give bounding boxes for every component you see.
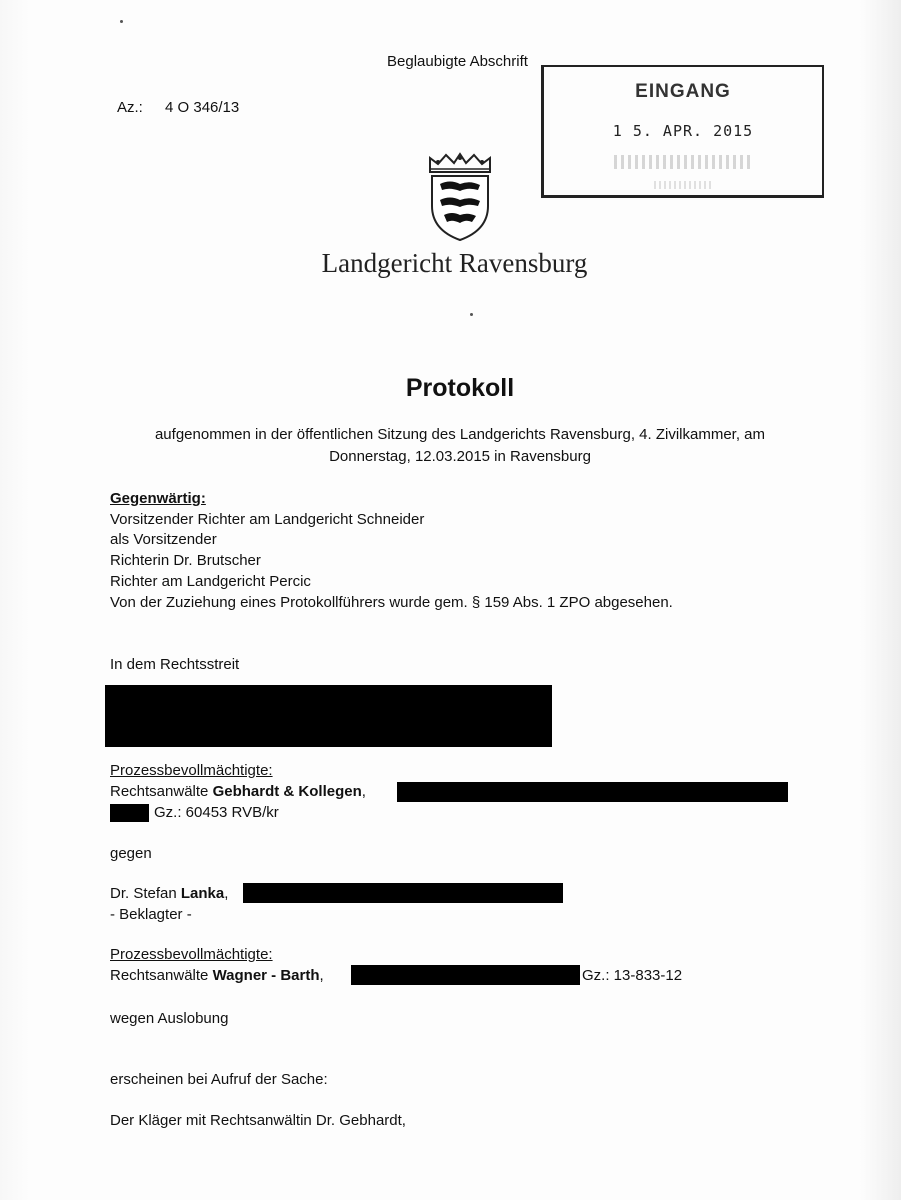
appearance-plaintiff: Der Kläger mit Rechtsanwältin Dr. Gebhardt,: [110, 1112, 406, 1129]
plaintiff-counsel: Rechtsanwälte Gebhardt & Kollegen,: [110, 783, 366, 800]
defendant-role: - Beklagter -: [110, 906, 192, 923]
redaction-block: [397, 782, 788, 802]
present-line: Richterin Dr. Brutscher: [110, 552, 261, 569]
stamp-smudge: [614, 155, 754, 169]
present-line: Richter am Landgericht Percic: [110, 573, 311, 590]
redaction-block: [351, 965, 580, 985]
file-reference: [117, 99, 239, 116]
redaction-block: [110, 804, 149, 822]
defendant-prefix: Dr. Stefan: [110, 885, 177, 902]
defendant-counsel-name: Wagner - Barth: [212, 967, 320, 984]
coat-of-arms-icon: [424, 152, 496, 242]
case-intro: In dem Rechtsstreit: [110, 656, 240, 673]
present-line: als Vorsitzender: [110, 531, 217, 548]
redaction-block: [105, 685, 552, 747]
defendant-name: Lanka: [180, 885, 225, 902]
plaintiff-counsel-reference: Gz.: 60453 RVB/kr: [154, 804, 279, 821]
present-line: Vorsitzender Richter am Landgericht Schneider: [110, 511, 425, 528]
plaintiff-counsel-name: Gebhardt & Kollegen: [212, 783, 362, 800]
file-reference-label: Az.:: [117, 99, 143, 116]
defendant-counsel-prefix: Rechtsanwälte: [110, 967, 209, 984]
present-line: Von der Zuziehung eines Protokollführers wurde gem. § 159 Abs. 1 ZPO abgesehen.: [110, 594, 673, 611]
receipt-stamp: [541, 65, 824, 198]
plaintiff-counsel-heading: Prozessbevollmächtigte:: [110, 762, 273, 779]
stamp-title: EINGANG: [635, 81, 731, 102]
scan-speck: [470, 313, 473, 316]
defendant-counsel-heading: Prozessbevollmächtigte:: [110, 946, 273, 963]
redaction-block: [243, 883, 563, 903]
certified-copy-label: Beglaubigte Abschrift: [387, 53, 528, 70]
court-name: Landgericht Ravensburg: [321, 248, 588, 278]
stamp-date: 1 5. APR. 2015: [612, 122, 754, 140]
stamp-smudge: [654, 181, 714, 189]
session-description-line1: aufgenommen in der öffentlichen Sitzung des Landgerichts Ravensburg, 4. Zivilkammer, am: [154, 426, 766, 443]
present-heading: Gegenwärtig:: [110, 490, 206, 507]
defendant-counsel: Rechtsanwälte Wagner - Barth,: [110, 967, 324, 984]
appearance-intro: erscheinen bei Aufruf der Sache:: [110, 1071, 328, 1088]
versus-label: gegen: [110, 845, 152, 862]
scan-speck: [120, 20, 123, 23]
plaintiff-counsel-prefix: Rechtsanwälte: [110, 783, 209, 800]
defendant: Dr. Stefan Lanka,: [110, 885, 229, 902]
session-description-line2: Donnerstag, 12.03.2015 in Ravensburg: [329, 448, 591, 465]
case-subject: wegen Auslobung: [110, 1010, 229, 1027]
file-reference-value: 4 O 346/13: [165, 99, 240, 116]
defendant-counsel-reference: Gz.: 13-833-12: [582, 967, 683, 984]
document-title: Protokoll: [405, 374, 515, 402]
